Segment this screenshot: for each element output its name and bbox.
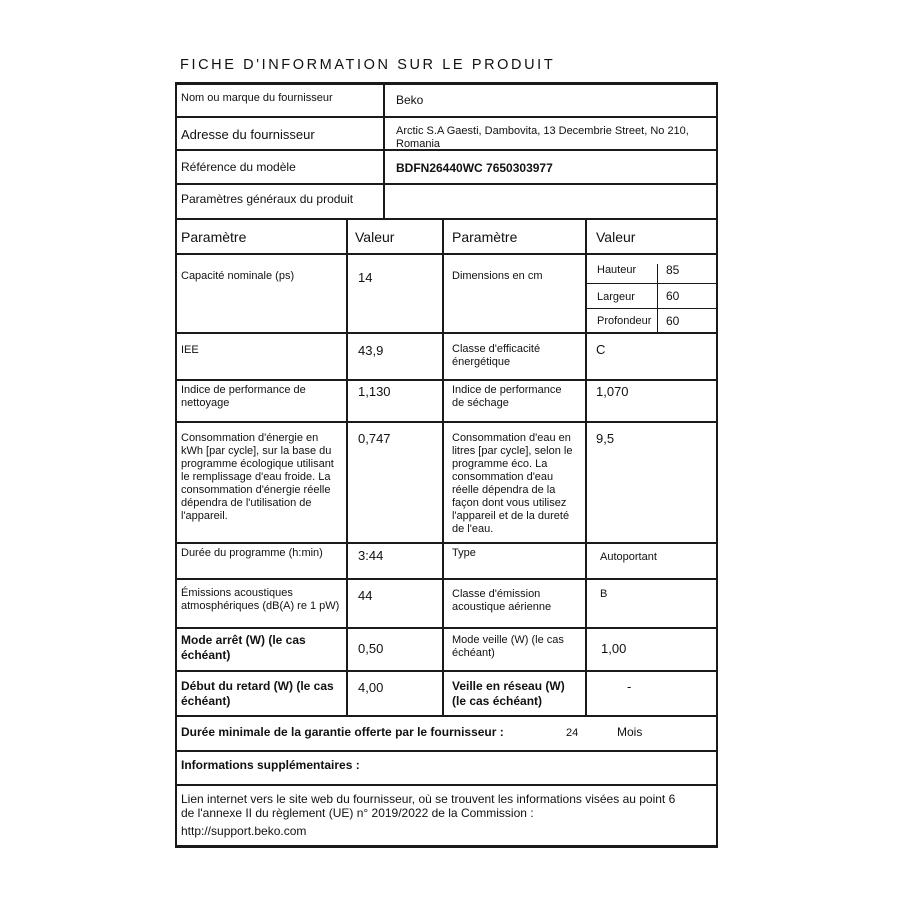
off-mode-value: 0,50	[358, 641, 384, 656]
drying-index-label: de séchage	[452, 397, 509, 409]
additional-information-label: Informations supplémentaires :	[181, 758, 360, 772]
table-border	[175, 82, 177, 848]
depth-value: 60	[666, 314, 680, 328]
table-border	[442, 218, 444, 715]
document-title: FICHE D'INFORMATION SUR LE PRODUIT	[180, 57, 556, 73]
type-label: Type	[452, 547, 476, 559]
height-label: Hauteur	[597, 264, 637, 276]
noise-class-value: B	[600, 588, 608, 600]
table-border	[585, 283, 718, 284]
table-border	[175, 845, 718, 848]
noise-class-label: Classe d'émission	[452, 588, 541, 600]
supplier-address-label: Adresse du fournisseur	[181, 127, 315, 142]
water-consumption-label: Consommation d'eau en	[452, 432, 571, 444]
capacity-value: 14	[358, 270, 373, 285]
supplier-name-value: Beko	[396, 93, 424, 107]
energy-consumption-label: dépendra de l'utilisation de	[181, 497, 312, 509]
width-value: 60	[666, 289, 680, 303]
energy-consumption-value: 0,747	[358, 431, 391, 446]
off-mode-label: Mode arrêt (W) (le cas	[181, 633, 306, 647]
iee-label: IEE	[181, 344, 199, 356]
water-consumption-label: litres [par cycle], selon le	[452, 445, 573, 457]
height-value: 85	[666, 263, 680, 277]
table-border	[585, 218, 587, 715]
table-border	[175, 578, 718, 580]
energy-consumption-label: consommation d'énergie réelle	[181, 484, 331, 496]
standby-label: échéant)	[452, 647, 495, 659]
table-border	[585, 308, 718, 309]
table-border	[383, 82, 385, 218]
water-consumption-value: 9,5	[596, 431, 615, 446]
standby-label: Mode veille (W) (le cas	[452, 634, 564, 646]
cleaning-index-value: 1,130	[358, 384, 391, 399]
supplier-website-link[interactable]: http://support.beko.com	[181, 824, 307, 838]
noise-emission-label: Émissions acoustiques	[181, 587, 293, 599]
water-consumption-label: consommation d'eau	[452, 471, 554, 483]
supplier-website-text: Lien internet vers le site web du fournisseur, où se trouvent les informations visées au point 6	[181, 792, 676, 806]
supplier-name-label: Nom ou marque du fournisseur	[181, 92, 333, 104]
noise-emission-label: atmosphériques (dB(A) re 1 pW)	[181, 600, 340, 612]
network-standby-label: (le cas échéant)	[452, 694, 543, 708]
programme-duration-value: 3:44	[358, 548, 384, 563]
standby-value: 1,00	[601, 641, 627, 656]
table-border	[175, 750, 718, 752]
column-header-parameter: Paramètre	[452, 229, 518, 245]
iee-value: 43,9	[358, 343, 384, 358]
table-border	[175, 715, 718, 717]
table-border	[175, 149, 718, 151]
water-consumption-label: réelle dépendra de la	[452, 484, 556, 496]
supplier-address-value: Romania	[396, 138, 441, 150]
supplier-address-value: Arctic S.A Gaesti, Dambovita, 13 Decembrie Street, No 210,	[396, 125, 689, 137]
drying-index-label: Indice de performance	[452, 384, 562, 396]
table-border	[175, 332, 718, 334]
table-border	[175, 253, 718, 255]
energy-consumption-label: le remplissage d'eau froide. La	[181, 471, 331, 483]
table-border	[175, 379, 718, 381]
column-header-value: Valeur	[355, 229, 395, 245]
water-consumption-label: programme éco. La	[452, 458, 548, 470]
dimensions-label: Dimensions en cm	[452, 270, 543, 282]
table-border	[175, 183, 718, 185]
water-consumption-label: façon dont vous utilisez	[452, 497, 567, 509]
energy-class-label: énergétique	[452, 356, 511, 368]
table-border	[175, 82, 718, 85]
energy-consumption-label: programme écologique utilisant	[181, 458, 334, 470]
table-border	[175, 542, 718, 544]
depth-label: Profondeur	[597, 315, 652, 327]
general-parameters-label: Paramètres généraux du produit	[181, 192, 354, 206]
supplier-website-text: de l'annexe II du règlement (UE) n° 2019/2022 de la Commission :	[181, 806, 534, 820]
delay-start-label: échéant)	[181, 694, 231, 708]
cleaning-index-label: Indice de performance de	[181, 384, 306, 396]
noise-emission-value: 44	[358, 588, 373, 603]
energy-consumption-label: Consommation d'énergie en	[181, 432, 319, 444]
table-border	[175, 670, 718, 672]
table-border	[175, 627, 718, 629]
table-border	[175, 116, 718, 118]
type-value: Autoportant	[600, 551, 657, 563]
energy-consumption-label: l'appareil.	[181, 510, 228, 522]
model-reference-label: Référence du modèle	[181, 160, 296, 174]
warranty-value: 24	[566, 727, 579, 739]
warranty-unit: Mois	[617, 725, 643, 739]
table-border	[175, 784, 718, 786]
delay-start-value: 4,00	[358, 680, 384, 695]
energy-class-label: Classe d'efficacité	[452, 343, 541, 355]
width-label: Largeur	[597, 291, 635, 303]
energy-consumption-label: kWh [par cycle], sur la base du	[181, 445, 332, 457]
table-border	[175, 421, 718, 423]
water-consumption-label: l'appareil et de la dureté	[452, 510, 570, 522]
programme-duration-label: Durée du programme (h:min)	[181, 547, 323, 559]
network-standby-label: Veille en réseau (W)	[452, 679, 565, 693]
off-mode-label: échéant)	[181, 648, 231, 662]
energy-class-value: C	[596, 342, 606, 357]
delay-start-label: Début du retard (W) (le cas	[181, 679, 334, 693]
network-standby-value: -	[627, 679, 632, 694]
warranty-label: Durée minimale de la garantie offerte par le fournisseur :	[181, 725, 504, 739]
table-border	[346, 218, 348, 715]
noise-class-label: acoustique aérienne	[452, 601, 552, 613]
water-consumption-label: de l'eau.	[452, 523, 494, 535]
column-header-value: Valeur	[596, 229, 636, 245]
capacity-label: Capacité nominale (ps)	[181, 270, 295, 282]
table-border	[716, 82, 718, 848]
drying-index-value: 1,070	[596, 384, 629, 399]
table-border	[657, 264, 658, 332]
cleaning-index-label: nettoyage	[181, 397, 230, 409]
column-header-parameter: Paramètre	[181, 229, 247, 245]
model-reference-value: BDFN26440WC 7650303977	[396, 161, 553, 175]
table-border	[175, 218, 718, 220]
product-information-sheet	[175, 82, 718, 848]
